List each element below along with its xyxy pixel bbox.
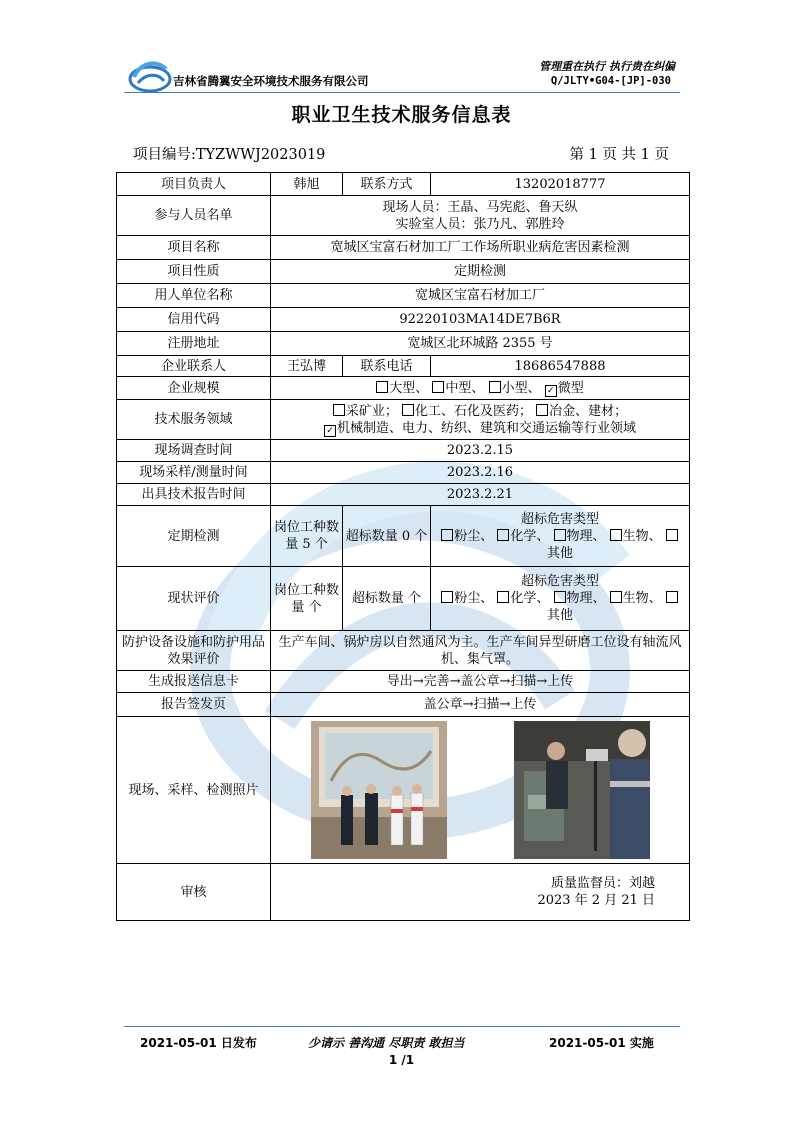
table-row xyxy=(117,308,690,332)
hazard-other: 其他 xyxy=(546,608,573,623)
hazard-physics: 物理、 xyxy=(566,591,606,606)
table-row xyxy=(117,631,690,671)
page-number: 1 /1 xyxy=(388,1053,415,1067)
participants-onsite: 现场人员：王晶、马宪彪、鲁天纵 xyxy=(382,199,578,215)
table-row xyxy=(117,671,690,693)
phone-value: 18686547888 xyxy=(431,356,690,377)
table-row xyxy=(117,506,690,567)
status-hazard-title: 超标危害类型 xyxy=(520,574,599,589)
hazard-physics: 物理、 xyxy=(566,528,606,544)
table-row xyxy=(117,332,690,356)
project-nature-value: 定期检测 xyxy=(271,260,690,284)
enterprise-contact-value: 王弘博 xyxy=(271,356,343,377)
table-row xyxy=(117,462,690,484)
footer-divider xyxy=(124,1026,680,1027)
scale-option-large: 大型、 xyxy=(389,380,429,396)
document-number: Q/JLTY•G04-[JP]-030 xyxy=(550,75,671,87)
page-title: 职业卫生技术服务信息表 xyxy=(291,104,512,126)
hazard-dust: 粉尘、 xyxy=(454,528,494,544)
participants-lab: 实验室人员：张乃凡、郭胜玲 xyxy=(395,216,565,232)
employer-label: 用人单位名称 xyxy=(117,284,271,308)
participants-label: 参与人员名单 xyxy=(117,196,271,236)
header-divider xyxy=(124,92,680,93)
checkbox-biology xyxy=(610,591,622,603)
checkbox-chemistry xyxy=(497,529,509,541)
checkbox-micro-checked-icon: ✓ xyxy=(545,385,557,397)
scale-options xyxy=(271,377,690,400)
status-hazards xyxy=(431,567,690,631)
site-photo-group xyxy=(311,721,447,859)
project-name-label: 项目名称 xyxy=(117,236,271,260)
info-card-label: 生成报送信息卡 xyxy=(117,671,271,693)
periodic-label: 定期检测 xyxy=(117,506,271,567)
periodic-posts: 岗位工种数量 5 个 xyxy=(271,506,343,567)
scale-option-medium: 中型、 xyxy=(445,380,485,396)
status-exceed: 超标数量 个 xyxy=(343,567,431,631)
table-row xyxy=(117,717,690,864)
hazard-chemistry: 化学、 xyxy=(510,528,550,544)
domain-mining: 采矿业； xyxy=(345,403,398,419)
checkbox-other xyxy=(666,529,678,541)
review-date: 2023 年 2 月 21 日 xyxy=(537,893,655,908)
company-logo xyxy=(128,55,172,95)
sampling-photo xyxy=(514,721,650,859)
review-cell xyxy=(271,864,690,921)
contact-label: 联系方式 xyxy=(343,173,431,196)
info-card-value: 导出→完善→盖公章→扫描→上传 xyxy=(271,671,690,693)
domain-options xyxy=(271,400,690,440)
photos-label: 现场、采样、检测照片 xyxy=(117,717,271,864)
table-row xyxy=(117,196,690,236)
checkbox-large xyxy=(376,381,388,393)
table-row xyxy=(117,173,690,196)
effective-date: 2021-05-01 实施 xyxy=(549,1036,654,1050)
table-row xyxy=(117,260,690,284)
leader-label: 项目负责人 xyxy=(117,173,271,196)
periodic-exceed: 超标数量 0 个 xyxy=(343,506,431,567)
checkbox-physics xyxy=(554,591,566,603)
employer-value: 宽城区宝富石材加工厂 xyxy=(271,284,690,308)
report-time-value: 2023.2.21 xyxy=(271,484,690,506)
leader-value: 韩旭 xyxy=(271,173,343,196)
project-nature-label: 项目性质 xyxy=(117,260,271,284)
survey-time-value: 2023.2.15 xyxy=(271,440,690,462)
scale-option-small: 小型、 xyxy=(501,380,541,396)
periodic-hazard-title: 超标危害类型 xyxy=(520,511,599,527)
company-name: 吉林省腾翼安全环境技术服务有限公司 xyxy=(173,74,369,88)
quality-supervisor: 质量监督员：刘越 xyxy=(550,876,655,891)
issue-date: 2021-05-01 日发布 xyxy=(140,1036,257,1050)
domain-machinery: 机械制造、电力、纺织、建筑和交通运输等行业领域 xyxy=(336,420,636,436)
status-posts: 岗位工种数量 个 xyxy=(271,567,343,631)
status-label: 现状评价 xyxy=(117,567,271,631)
table-row xyxy=(117,693,690,717)
sign-page-value: 盖公章→扫描→上传 xyxy=(271,693,690,717)
participants-value xyxy=(271,196,690,236)
hazard-biology: 生物、 xyxy=(622,528,662,544)
table-row xyxy=(117,356,690,377)
report-time-label: 出具技术报告时间 xyxy=(117,484,271,506)
checkbox-medium xyxy=(432,381,444,393)
checkbox-other xyxy=(666,591,678,603)
credit-code-value: 92220103MA14DE7B6R xyxy=(271,308,690,332)
sampling-time-label: 现场采样/测量时间 xyxy=(117,462,271,484)
survey-time-label: 现场调查时间 xyxy=(117,440,271,462)
enterprise-contact-label: 企业联系人 xyxy=(117,356,271,377)
checkbox-dust xyxy=(441,529,453,541)
checkbox-chemical xyxy=(402,404,414,416)
hazard-chemistry: 化学、 xyxy=(510,591,550,606)
protection-value: 生产车间、锅炉房以自然通风为主。生产车间异型研磨工位设有轴流风机、集气罩。 xyxy=(271,631,690,671)
credit-code-label: 信用代码 xyxy=(117,308,271,332)
info-table xyxy=(116,172,690,921)
scale-label: 企业规模 xyxy=(117,377,271,400)
hazard-biology: 生物、 xyxy=(622,591,662,606)
checkbox-small xyxy=(489,381,501,393)
table-row xyxy=(117,400,690,440)
contact-value: 13202018777 xyxy=(431,173,690,196)
table-row xyxy=(117,567,690,631)
page-info: 第 1 页 共 1 页 xyxy=(569,147,669,163)
checkbox-chemistry xyxy=(497,591,509,603)
sampling-time-value: 2023.2.16 xyxy=(271,462,690,484)
domain-chemical: 化工、石化及医药； xyxy=(414,403,532,419)
checkbox-machinery-checked-icon: ✓ xyxy=(324,425,336,437)
header-motto: 管理重在执行 执行贵在纠偏 xyxy=(539,60,675,73)
domain-label: 技术服务领域 xyxy=(117,400,271,440)
address-value: 宽城区北环城路 2355 号 xyxy=(271,332,690,356)
checkbox-biology xyxy=(610,529,622,541)
project-number: 项目编号:TYZWWJ2023019 xyxy=(133,147,326,163)
domain-metallurgy: 冶金、建材； xyxy=(549,403,628,419)
checkbox-dust xyxy=(441,591,453,603)
project-name-value: 宽城区宝富石材加工厂工作场所职业病危害因素检测 xyxy=(271,236,690,260)
address-label: 注册地址 xyxy=(117,332,271,356)
protection-label: 防护设备设施和防护用品效果评价 xyxy=(117,631,271,671)
table-row xyxy=(117,864,690,921)
checkbox-mining xyxy=(333,404,345,416)
table-row xyxy=(117,284,690,308)
review-label: 审核 xyxy=(117,864,271,921)
hazard-dust: 粉尘、 xyxy=(454,591,494,606)
table-row xyxy=(117,236,690,260)
table-row xyxy=(117,440,690,462)
checkbox-physics xyxy=(554,529,566,541)
footer-slogan: 少请示 善沟通 尽职责 敢担当 xyxy=(308,1036,465,1050)
checkbox-metallurgy xyxy=(536,404,548,416)
table-row xyxy=(117,377,690,400)
phone-label: 联系电话 xyxy=(343,356,431,377)
table-row xyxy=(117,484,690,506)
scale-option-micro: 微型 xyxy=(557,380,584,396)
hazard-other: 其他 xyxy=(546,545,573,561)
periodic-hazards xyxy=(431,506,690,567)
sign-page-label: 报告签发页 xyxy=(117,693,271,717)
photos-cell xyxy=(271,717,690,864)
